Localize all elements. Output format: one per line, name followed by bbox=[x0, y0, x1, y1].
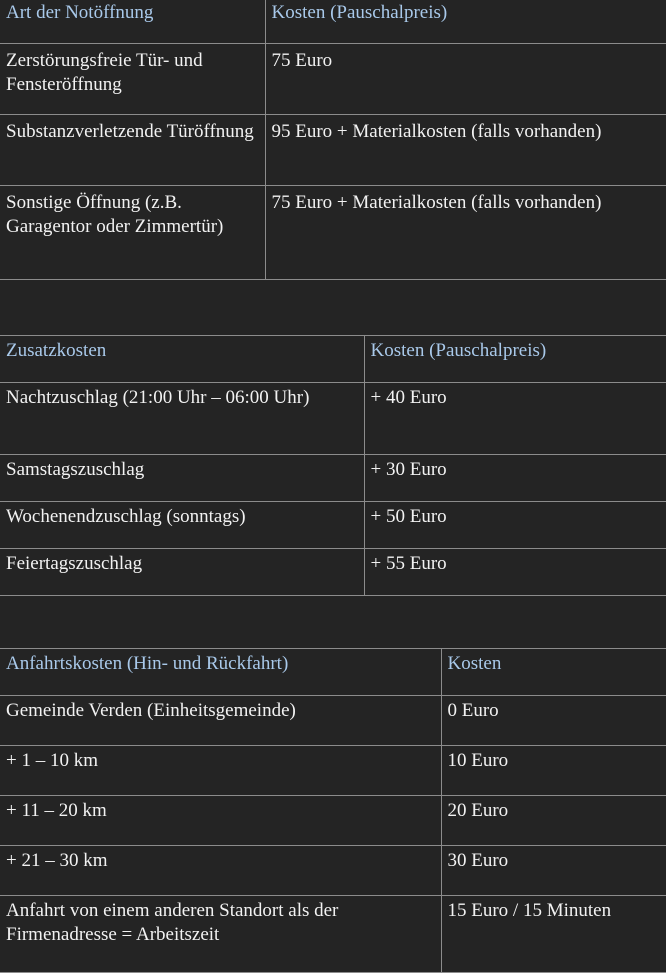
table-row bbox=[0, 186, 666, 280]
cell-kosten: 15 Euro / 15 Minuten bbox=[441, 896, 666, 973]
cell-art: Substanzverletzende Türöffnung bbox=[0, 115, 265, 186]
column-header-zusatzkosten: Zusatzkosten bbox=[0, 336, 364, 383]
table-row bbox=[0, 796, 666, 846]
table-row bbox=[0, 502, 666, 549]
cell-zusatz: Nachtzuschlag (21:00 Uhr – 06:00 Uhr) bbox=[0, 383, 364, 455]
table-row bbox=[0, 455, 666, 502]
table-row bbox=[0, 115, 666, 186]
cell-zusatz: Feiertagszuschlag bbox=[0, 549, 364, 596]
cell-kosten: + 30 Euro bbox=[364, 455, 666, 502]
column-header-kosten: Kosten (Pauschalpreis) bbox=[364, 336, 666, 383]
table-row bbox=[0, 846, 666, 896]
cell-anfahrt: + 21 – 30 km bbox=[0, 846, 441, 896]
cell-kosten: + 40 Euro bbox=[364, 383, 666, 455]
cell-kosten: 75 Euro bbox=[265, 44, 666, 115]
zusatzkosten-table bbox=[0, 335, 666, 596]
table-row bbox=[0, 44, 666, 115]
column-header-kosten: Kosten (Pauschalpreis) bbox=[265, 0, 666, 44]
cell-kosten: + 55 Euro bbox=[364, 549, 666, 596]
cell-kosten: 95 Euro + Materialkosten (falls vorhanden) bbox=[265, 115, 666, 186]
cell-anfahrt: + 11 – 20 km bbox=[0, 796, 441, 846]
cell-zusatz: Samstagszuschlag bbox=[0, 455, 364, 502]
table-row bbox=[0, 896, 666, 973]
table-row bbox=[0, 696, 666, 746]
column-header-anfahrt: Anfahrtskosten (Hin- und Rückfahrt) bbox=[0, 649, 441, 696]
column-header-art: Art der Notöffnung bbox=[0, 0, 265, 44]
table-header-row bbox=[0, 649, 666, 696]
cell-anfahrt: + 1 – 10 km bbox=[0, 746, 441, 796]
cell-kosten: 10 Euro bbox=[441, 746, 666, 796]
table-row bbox=[0, 383, 666, 455]
cell-anfahrt: Gemeinde Verden (Einheitsgemeinde) bbox=[0, 696, 441, 746]
cell-kosten: + 50 Euro bbox=[364, 502, 666, 549]
notoeffnung-table bbox=[0, 0, 666, 280]
cell-art: Sonstige Öffnung (z.B. Garagentor oder Zimmertür) bbox=[0, 186, 265, 280]
anfahrtskosten-table bbox=[0, 648, 666, 973]
cell-kosten: 20 Euro bbox=[441, 796, 666, 846]
table-row bbox=[0, 549, 666, 596]
table-header-row bbox=[0, 336, 666, 383]
cell-kosten: 0 Euro bbox=[441, 696, 666, 746]
table-header-row bbox=[0, 0, 666, 44]
cell-anfahrt: Anfahrt von einem anderen Standort als der Firmenadresse = Arbeitszeit bbox=[0, 896, 441, 973]
column-header-kosten: Kosten bbox=[441, 649, 666, 696]
cell-kosten: 30 Euro bbox=[441, 846, 666, 896]
cell-zusatz: Wochenendzuschlag (sonntags) bbox=[0, 502, 364, 549]
cell-kosten: 75 Euro + Materialkosten (falls vorhanden) bbox=[265, 186, 666, 280]
cell-art: Zerstörungsfreie Tür- und Fensteröffnung bbox=[0, 44, 265, 115]
table-row bbox=[0, 746, 666, 796]
